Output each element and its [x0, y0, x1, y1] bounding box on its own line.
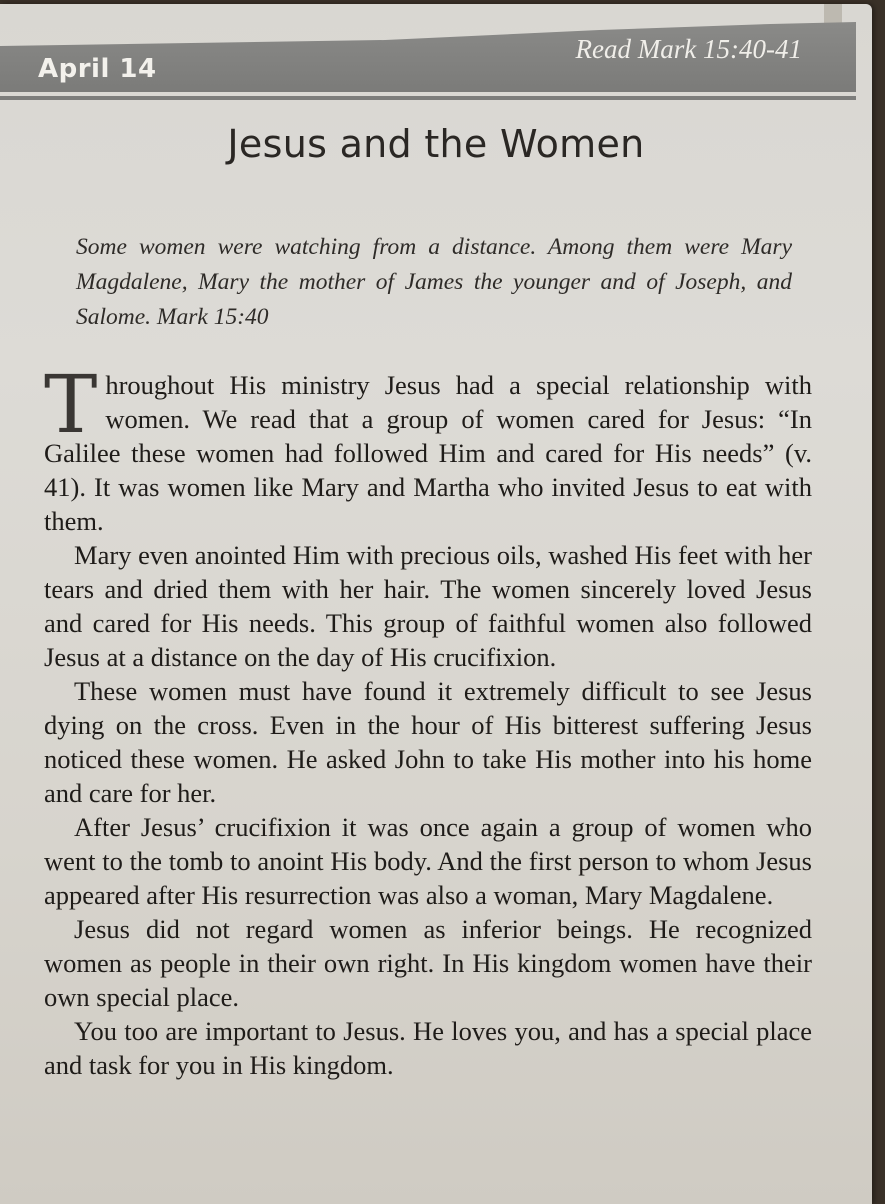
- scripture-verse: Some women were watching from a distance. Among them were Mary Magdalene, Mary the mother of James the younger and of Joseph, and Salome. Mark 15:40: [76, 234, 792, 330]
- paragraph: After Jesus’ crucifixion it was once again a group of women who went to the tomb to anoint His body. And the first person to whom Jesus appeared after His resurrection was also a woman, Mary Magdalene.: [44, 812, 812, 910]
- devotional-body: [44, 358, 812, 1082]
- paragraph: Jesus did not regard women as inferior beings. He recognized women as people in their own right. In His kingdom women have their own special place.: [44, 914, 812, 1012]
- paragraph: These women must have found it extremely difficult to see Jesus dying on the cross. Even in the hour of His bitterest suffering Jesus noticed these women. He asked John to take His mother into his home and care for her.: [44, 676, 812, 808]
- reading-reference: Read Mark 15:40-41: [575, 34, 802, 64]
- drop-cap: T: [44, 358, 98, 451]
- paragraph: You too are important to Jesus. He loves you, and has a special place and task for you in His kingdom.: [44, 1016, 812, 1080]
- paragraph: [44, 358, 812, 538]
- book-page: [0, 4, 872, 1204]
- devotional-title: Jesus and the Women: [227, 122, 645, 166]
- date-label: April 14: [38, 54, 157, 84]
- header-divider: [0, 96, 856, 100]
- paragraph-text: hroughout His ministry Jesus had a special relationship with women. We read that a group of women cared for Jesus: “In Galilee these women had followed Him and cared for His needs” (v. 41). It was women like Mary and Martha who invited Jesus to eat with them.: [44, 370, 812, 536]
- paragraph: Mary even anointed Him with precious oils, washed His feet with her tears and dried them with her hair. The women sincerely loved Jesus and cared for His needs. This group of faithful women also followed Jesus at a distance on the day of His crucifixion.: [44, 540, 812, 672]
